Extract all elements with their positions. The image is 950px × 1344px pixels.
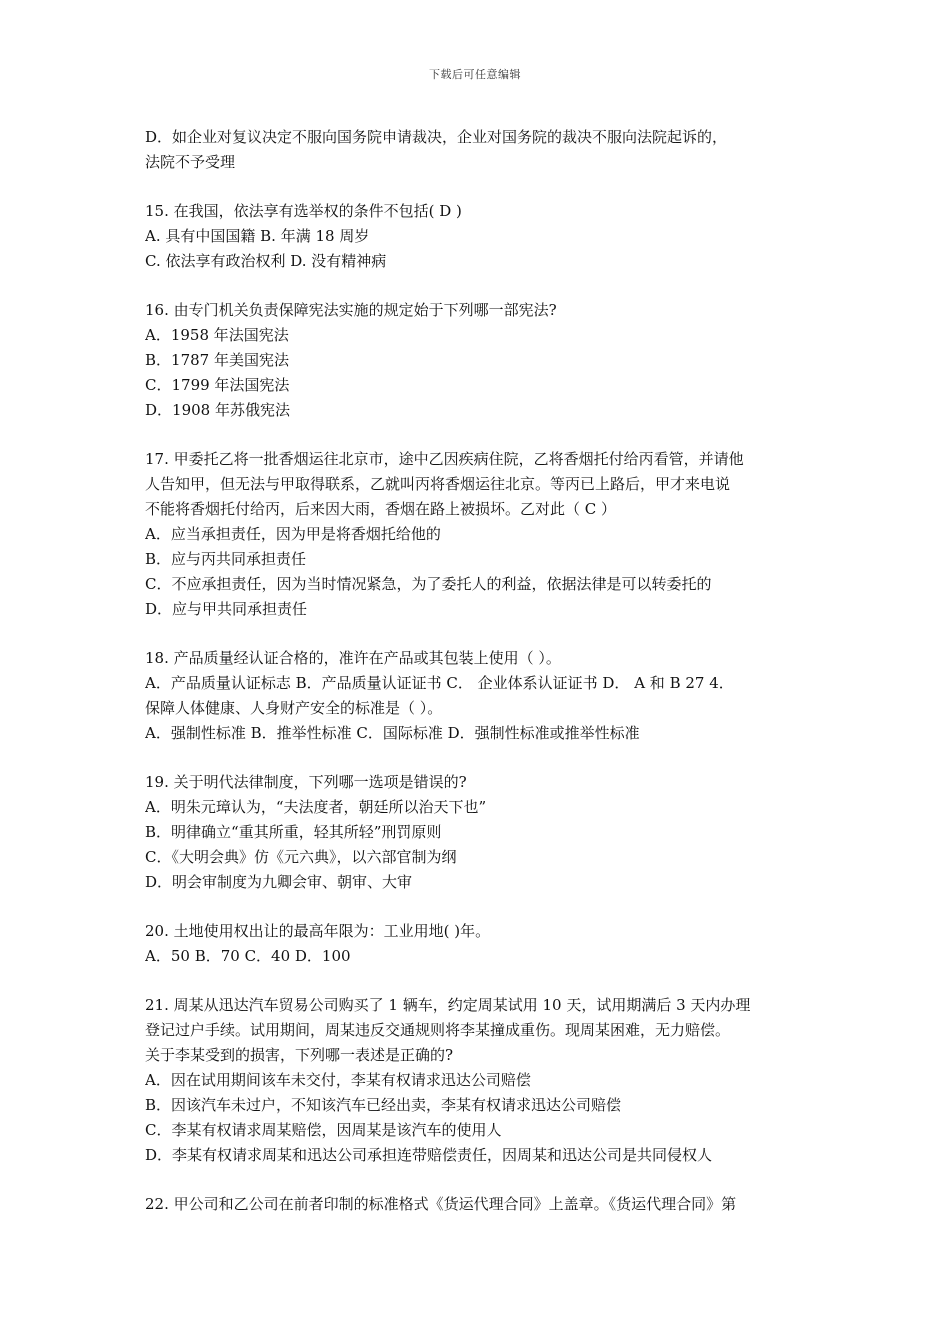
question-stem: 19. 关于明代法律制度，下列哪一选项是错误的?	[145, 773, 467, 791]
question-block-22	[145, 1192, 815, 1217]
answer-option: D．1908 年苏俄宪法	[145, 401, 290, 419]
answer-option: B．1787 年美国宪法	[145, 351, 289, 369]
question-stem: 21. 周某从迅达汽车贸易公司购买了 1 辆车，约定周某试用 10 天，试用期满后 3 天内办理	[145, 996, 751, 1014]
answer-option: A．因在试用期间该车未交付，李某有权请求迅达公司赔偿	[145, 1071, 531, 1089]
paragraph-gap	[145, 746, 815, 770]
question-block-19	[145, 770, 815, 895]
answer-option: B．应与丙共同承担责任	[145, 550, 307, 568]
answer-option: C．不应承担责任，因为当时情况紧急，为了委托人的利益，依据法律是可以转委托的	[145, 575, 712, 593]
answer-option: A．1958 年法国宪法	[145, 326, 289, 344]
question-stem: 人告知甲，但无法与甲取得联系，乙就叫丙将香烟运往北京。等丙已上路后，甲才来电说	[145, 475, 731, 493]
answer-option: B．因该汽车未过户，不知该汽车已经出卖，李某有权请求迅达公司赔偿	[145, 1096, 622, 1114]
question-block-17	[145, 447, 815, 622]
answer-option: C．1799 年法国宪法	[145, 376, 290, 394]
question-stem: 关于李某受到的损害，下列哪一表述是正确的?	[145, 1046, 454, 1064]
question-stem: 18. 产品质量经认证合格的，准许在产品或其包装上使用（ ）。	[145, 649, 561, 667]
question-stem: 16. 由专门机关负责保障宪法实施的规定始于下列哪一部宪法?	[145, 301, 557, 319]
question-block-18	[145, 646, 815, 746]
answer-option: A．50 B．70 C．40 D．100	[145, 947, 351, 965]
answer-option: A．应当承担责任，因为甲是将香烟托给他的	[145, 525, 441, 543]
question-stem: 17. 甲委托乙将一批香烟运往北京市，途中乙因疾病住院，乙将香烟托付给丙看管，并请他	[145, 450, 744, 468]
paragraph-gap	[145, 423, 815, 447]
question-stem: 22. 甲公司和乙公司在前者印制的标准格式《货运代理合同》上盖章。《货运代理合同》第	[145, 1195, 737, 1213]
answer-option: B．明律确立“重其所重，轻其所轻”刑罚原则	[145, 823, 442, 841]
text-line: D．如企业对复议决定不服向国务院申请裁决，企业对国务院的裁决不服向法院起诉的，	[145, 128, 728, 146]
paragraph-gap	[145, 1168, 815, 1192]
answer-option: C．《大明会典》仿《元六典》，以六部官制为纲	[145, 848, 457, 866]
answer-option: C. 依法享有政治权利 D. 没有精神病	[145, 252, 387, 270]
answer-option: A．强制性标准 B．推举性标准 C．国际标准 D．强制性标准或推举性标准	[145, 724, 640, 742]
answer-option: D．应与甲共同承担责任	[145, 600, 308, 618]
question-stem: 登记过户手续。试用期间，周某违反交通规则将李某撞成重伤。现周某困难，无力赔偿。	[145, 1021, 731, 1039]
question-stem: 20. 土地使用权出让的最高年限为：工业用地( )年。	[145, 922, 491, 940]
paragraph-gap	[145, 622, 815, 646]
text-line: 法院不予受理	[145, 153, 236, 171]
question-block-16	[145, 298, 815, 423]
document-body	[145, 125, 815, 1217]
answer-option: A．产品质量认证标志 B．产品质量认证证书 C． 企业体系认证证书 D． A 和 B 27 4．	[145, 674, 734, 692]
question-stem: 15. 在我国，依法享有选举权的条件不包括( D )	[145, 202, 462, 220]
answer-option: A. 具有中国国籍 B. 年满 18 周岁	[145, 227, 370, 245]
answer-option: D．明会审制度为九卿会审、朝审、大审	[145, 873, 413, 891]
question-block-q14-continuation	[145, 125, 815, 175]
answer-option: C．李某有权请求周某赔偿，因周某是该汽车的使用人	[145, 1121, 502, 1139]
page-header-note: 下载后可任意编辑	[429, 68, 521, 81]
paragraph-gap	[145, 969, 815, 993]
paragraph-gap	[145, 274, 815, 298]
question-stem: 保障人体健康、人身财产安全的标准是（ ）。	[145, 699, 443, 717]
question-stem: 不能将香烟托付给丙，后来因大雨，香烟在路上被损坏。乙对此（ C ）	[145, 500, 617, 518]
answer-option: D．李某有权请求周某和迅达公司承担连带赔偿责任，因周某和迅达公司是共同侵权人	[145, 1146, 713, 1164]
question-block-20	[145, 919, 815, 969]
paragraph-gap	[145, 175, 815, 199]
paragraph-gap	[145, 895, 815, 919]
question-block-15	[145, 199, 815, 274]
question-block-21	[145, 993, 815, 1168]
answer-option: A．明朱元璋认为，“夫法度者，朝廷所以治天下也”	[145, 798, 487, 816]
